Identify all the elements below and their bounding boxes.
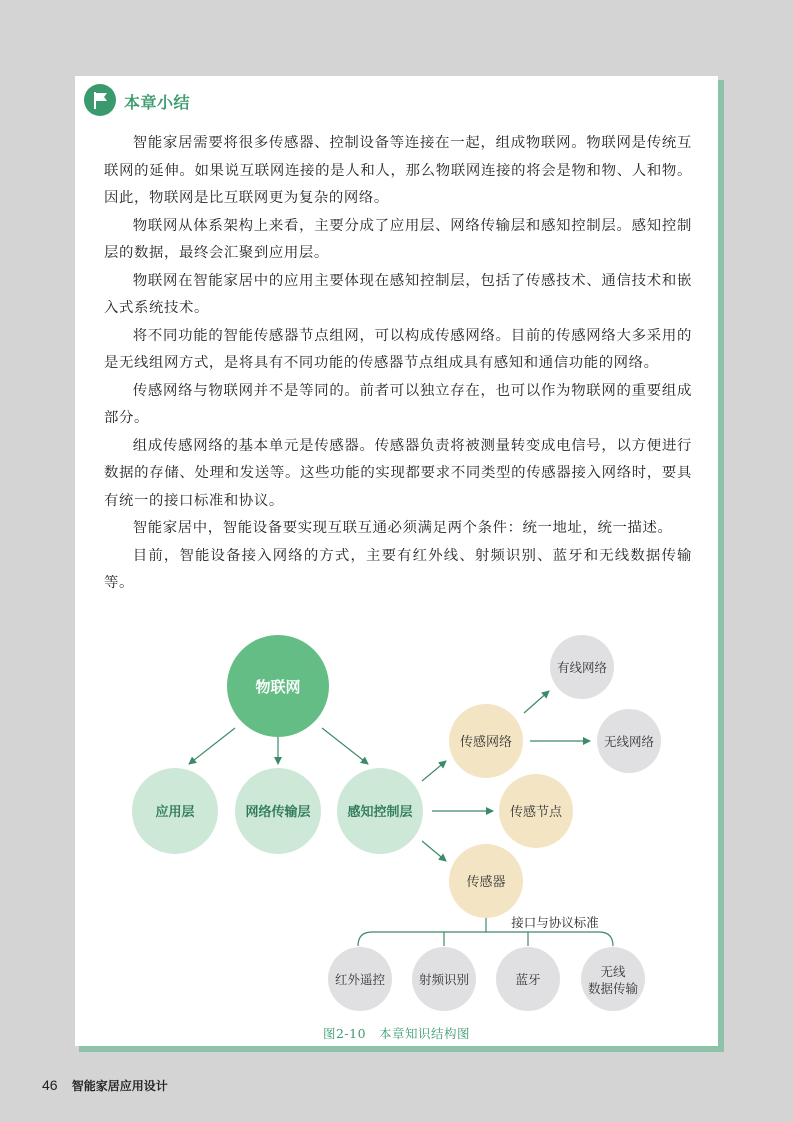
node-wired-network-label: 有线网络: [556, 660, 608, 675]
node-transport-layer-label: 网络传输层: [245, 805, 311, 820]
bracket-bar: [358, 932, 613, 946]
arrow-root-to-sensing: [322, 728, 368, 764]
arrow-root-to-application: [189, 728, 235, 764]
interface-standard-label: 接口与协议标准: [511, 915, 599, 930]
node-rfid-label: 射频识别: [418, 972, 470, 987]
paragraph: 智能家居需要将很多传感器、控制设备等连接在一起，组成物联网。物联网是传统互联网的延伸。如果说互联网连接的是人和人，那么物联网连接的将会是物和物、人和物。因此，物联网是比互联网更为复杂的网络。: [104, 135, 692, 206]
node-sensor-network-label: 传感网络: [459, 735, 513, 750]
node-wireless-data: [581, 947, 645, 1011]
node-sensor-label: 传感器: [466, 875, 506, 890]
arrow-network-to-wired: [524, 691, 549, 713]
book-title: 智能家居应用设计: [71, 1079, 168, 1093]
node-sensor-node-label: 传感节点: [509, 805, 563, 820]
node-wireless-network-label: 无线网络: [603, 734, 655, 749]
arrow-sensing-to-network: [422, 761, 446, 781]
paragraph: 传感网络与物联网并不是等同的。前者可以独立存在，也可以作为物联网的重要组成部分。: [104, 382, 692, 426]
paragraph: 物联网在智能家居中的应用主要体现在感知控制层，包括了传感技术、通信技术和嵌入式系统技术。: [104, 272, 692, 316]
node-sensing-layer-label: 感知控制层: [347, 805, 413, 820]
node-infrared-label: 红外遥控: [334, 972, 386, 987]
node-bluetooth-label: 蓝牙: [515, 972, 541, 987]
node-application-layer-label: 应用层: [155, 805, 195, 820]
page-footer: [42, 1077, 168, 1094]
node-iot-root-label: 物联网: [255, 678, 301, 696]
node-wireless-data-label-1: 无线: [600, 964, 626, 979]
figure-caption: 图2-10 本章知识结构图: [322, 1026, 471, 1041]
paragraph: 组成传感网络的基本单元是传感器。传感器负责将被测量转变成电信号，以方便进行数据的存储、处理和发送等。这些功能的实现都要求不同类型的传感器接入网络时，要具有统一的接口标准和协议。: [104, 437, 692, 509]
paragraph: 智能家居中，智能设备要实现互联互通必须满足两个条件：统一地址，统一描述。: [132, 520, 673, 536]
paragraph: 物联网从体系架构上来看，主要分成了应用层、网络传输层和感知控制层。感知控制层的数据，最终会汇聚到应用层。: [104, 217, 692, 261]
section-title: 本章小结: [124, 93, 191, 112]
paragraph: 目前，智能设备接入网络的方式，主要有红外线、射频识别、蓝牙和无线数据传输等。: [104, 547, 692, 591]
page-number: 46: [42, 1077, 58, 1093]
arrow-sensing-to-sensor: [422, 841, 446, 861]
paragraph: 将不同功能的智能传感器节点组网，可以构成传感网络。目前的传感网络大多采用的是无线组网方式，是将具有不同功能的传感器节点组成具有感知和通信功能的网络。: [104, 327, 692, 371]
node-wireless-data-label-2: 数据传输: [587, 981, 639, 996]
